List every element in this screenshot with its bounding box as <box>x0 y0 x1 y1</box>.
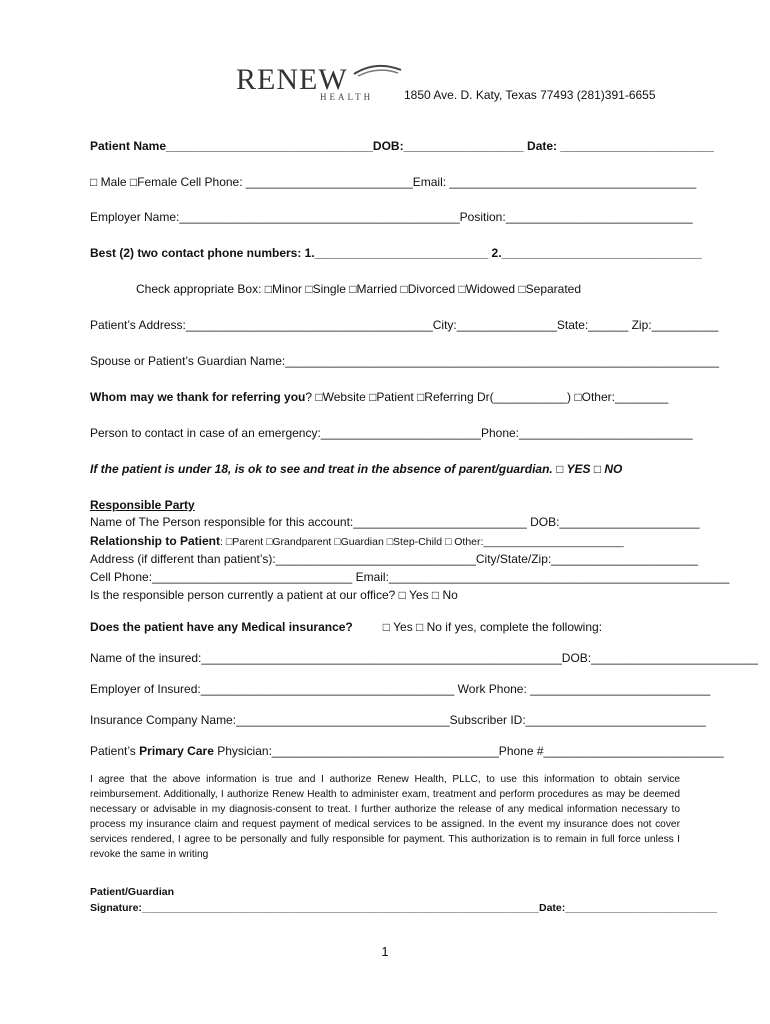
under18-consent-line[interactable]: If the patient is under 18, is ok to see and treat in the absence of parent/guardian. □ YES □ NO <box>90 462 623 476</box>
clinic-address: 1850 Ave. D. Katy, Texas 77493 (281)391-6655 <box>404 88 656 102</box>
sex-phone-email-line[interactable]: □ Male □Female Cell Phone: _________________________Email: _____________________________________ <box>90 175 697 189</box>
primary-care-line[interactable] <box>90 744 724 758</box>
physician-prefix: Patient’s <box>90 744 140 758</box>
marital-status-line[interactable]: Check appropriate Box: □Minor □Single □Married □Divorced □Widowed □Separated <box>136 282 582 296</box>
physician-fields[interactable]: Physician:__________________________________Phone #___________________________ <box>213 744 724 758</box>
insurance-company-line[interactable]: Insurance Company Name:________________________________Subscriber ID:___________________________ <box>90 713 706 727</box>
primary-care-label: Primary Care <box>139 744 214 758</box>
patient-name-line[interactable]: Patient Name_______________________________DOB:__________________ Date: _______________________ <box>90 139 714 153</box>
referral-line[interactable] <box>90 390 680 404</box>
insured-employer-line[interactable]: Employer of Insured:______________________________________ Work Phone: ___________________________ <box>90 682 711 696</box>
relationship-options[interactable]: : □Parent □Grandparent □Guardian □Step-Child □ Other:________________________ <box>220 536 624 548</box>
logo-health-text: HEALTH <box>320 92 374 102</box>
insurance-question-line[interactable] <box>90 620 680 634</box>
contact-numbers-line[interactable]: Best (2) two contact phone numbers: 1.__________________________ 2.______________________________ <box>90 246 702 260</box>
emergency-contact-line[interactable]: Person to contact in case of an emergency:________________________Phone:__________________________ <box>90 426 693 440</box>
responsible-current-patient-line[interactable]: Is the responsible person currently a patient at our office? □ Yes □ No <box>90 588 458 602</box>
consent-paragraph: I agree that the above information is true and I authorize Renew Health, PLLC, to use this information to obtain service reimbursement. Additionally, I authorize Renew Health to administer exam, treatment and perform procedures as may be deemed necessary or advisable in my diagnosis-consent to treat. I further authorize the release of any medical information necessary to process my insurance claim and request payment of medical services to be assigned. In the event my insurance does not cover services rendered, I agree to be personally and fully responsible for payment. This authorization is to remain in full force unless I revoke the same in writing <box>90 774 680 860</box>
renew-health-logo <box>236 62 404 102</box>
employer-line[interactable]: Employer Name:__________________________________________Position:____________________________ <box>90 210 693 224</box>
signature-date-line[interactable]: Signature:____________________________________________________________________Date:__________________________ <box>90 902 718 914</box>
insurance-options[interactable]: □ Yes □ No if yes, complete the following: <box>382 620 603 634</box>
patient-address-line[interactable]: Patient’s Address:_____________________________________City:_______________State:______ Zip:__________ <box>90 318 719 332</box>
responsible-cell-email-line[interactable]: Cell Phone:______________________________ Email:___________________________________________________ <box>90 570 730 584</box>
relationship-label: Relationship to Patient <box>90 534 221 548</box>
insurance-question: Does the patient have any Medical insurance? <box>90 620 353 634</box>
responsible-party-heading: Responsible Party <box>90 498 195 512</box>
insured-name-line[interactable]: Name of the insured:______________________________________________________DOB:_________________________ <box>90 651 758 665</box>
responsible-address-line[interactable]: Address (if different than patient’s):______________________________City/State/Zip:______________________ <box>90 552 699 566</box>
page-number: 1 <box>381 944 389 959</box>
responsible-name-line[interactable]: Name of The Person responsible for this account:__________________________ DOB:_____________________ <box>90 515 700 529</box>
logo-renew-text: RENEW <box>236 63 348 96</box>
guardian-name-line[interactable]: Spouse or Patient’s Guardian Name:_________________________________________________________________ <box>90 354 720 368</box>
guardian-label: Patient/Guardian <box>90 886 175 898</box>
referral-question: Whom may we thank for referring you <box>90 390 306 404</box>
relationship-line[interactable] <box>90 534 680 548</box>
referral-options[interactable]: ? □Website □Patient □Referring Dr(___________) □Other:________ <box>305 390 669 404</box>
